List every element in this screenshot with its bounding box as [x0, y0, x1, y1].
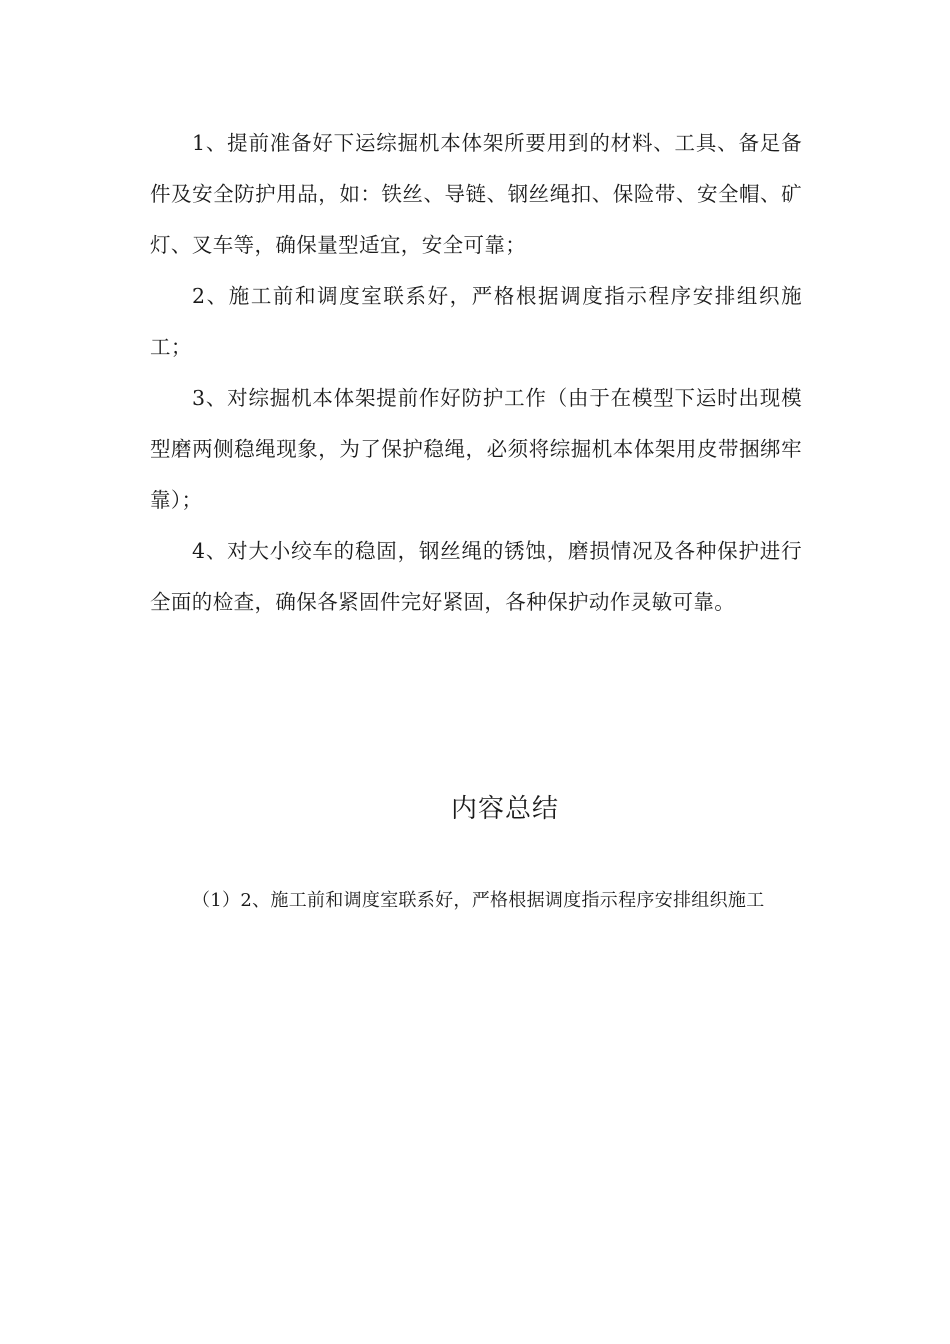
paragraph-2: 2、施工前和调度室联系好，严格根据调度指示程序安排组织施工；: [150, 284, 802, 359]
paragraph-3: 3、对综掘机本体架提前作好防护工作（由于在模型下运时出现模型磨两侧稳绳现象，为了保护稳绳，必须将综掘机本体架用皮带捆绑牢靠）；: [150, 386, 802, 512]
paragraph-1: 1、提前准备好下运综掘机本体架所要用到的材料、工具、备足备件及安全防护用品，如：铁丝、导链、钢丝绳扣、保险带、安全帽、矿灯、叉车等，确保量型适宜，安全可靠；: [150, 131, 802, 257]
paragraph-4: 4、对大小绞车的稳固，钢丝绳的锈蚀，磨损情况及各种保护进行全面的检查，确保各紧固件完好紧固，各种保护动作灵敏可靠。: [150, 539, 802, 614]
summary-item-1: （1）2、施工前和调度室联系好，严格根据调度指示程序安排组织施工: [192, 890, 765, 911]
summary-title: 内容总结: [450, 794, 559, 824]
summary-section: [150, 888, 800, 913]
document-body: [150, 118, 802, 628]
